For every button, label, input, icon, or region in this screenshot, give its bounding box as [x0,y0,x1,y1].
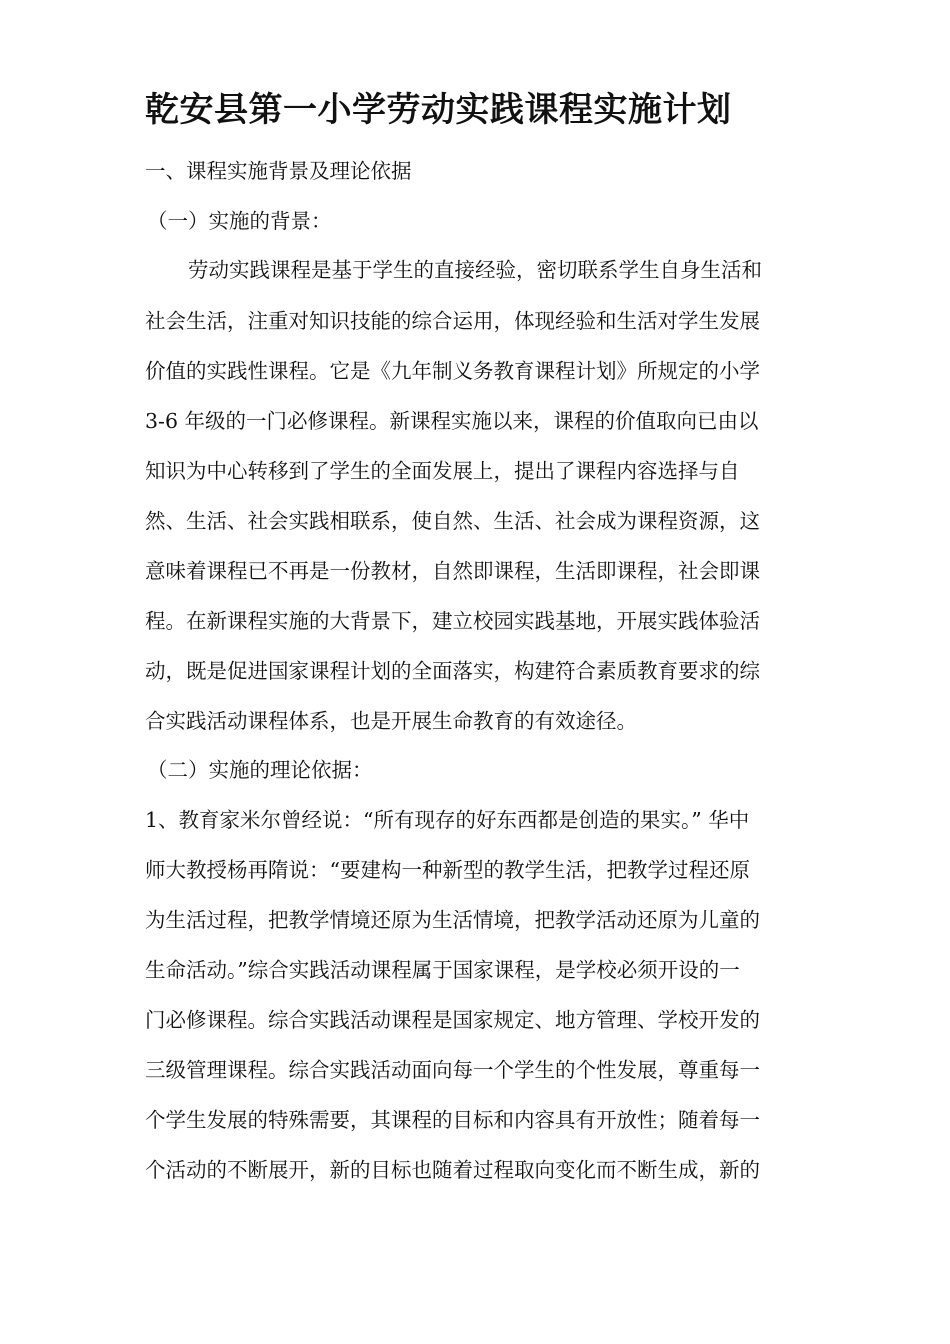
paragraph-line: 师大教授杨再隋说：“要建构一种新型的教学生活，把教学过程还原 [145,858,750,882]
subsection-heading: （一）实施的背景： [147,209,332,233]
document-title: 乾安县第一小学劳动实践课程实施计划 [145,90,732,130]
paragraph-line: 个活动的不断展开，新的目标也随着过程取向变化而不断生成，新的 [145,1158,760,1182]
paragraph-line: 合实践活动课程体系，也是开展生命教育的有效途径。 [145,709,637,733]
paragraph-line: 生命活动。”综合实践活动课程属于国家课程，是学校必须开设的一 [145,958,740,982]
paragraph-line: 3-6 年级的一门必修课程。新课程实施以来，课程的价值取向已由以 [145,409,759,433]
paragraph-line: 三级管理课程。综合实践活动面向每一个学生的个性发展，尊重每一 [145,1058,760,1082]
paragraph-line: 劳动实践课程是基于学生的直接经验，密切联系学生自身生活和 [188,258,762,282]
paragraph-line: 意味着课程已不再是一份教材，自然即课程，生活即课程，社会即课 [145,559,760,583]
section-heading: 一、课程实施背景及理论依据 [145,159,412,183]
paragraph-line: 然、生活、社会实践相联系，使自然、生活、社会成为课程资源，这 [145,509,760,533]
paragraph-line: 知识为中心转移到了学生的全面发展上，提出了课程内容选择与自 [145,459,740,483]
paragraph-line: 价值的实践性课程。它是《九年制义务教育课程计划》所规定的小学 [145,359,760,383]
paragraph-line: 程。在新课程实施的大背景下，建立校园实践基地，开展实践体验活 [145,609,760,633]
paragraph-line: 门必修课程。综合实践活动课程是国家规定、地方管理、学校开发的 [145,1008,760,1032]
paragraph-line: 1、教育家米尔曾经说：“所有现存的好东西都是创造的果实。” 华中 [145,808,750,832]
paragraph-line: 个学生发展的特殊需要，其课程的目标和内容具有开放性；随着每一 [145,1108,760,1132]
paragraph-line: 社会生活，注重对知识技能的综合运用，体现经验和生活对学生发展 [145,309,760,333]
paragraph-line: 为生活过程，把教学情境还原为生活情境，把教学活动还原为儿童的 [145,908,760,932]
paragraph-line: 动，既是促进国家课程计划的全面落实，构建符合素质教育要求的综 [145,659,760,683]
subsection-heading: （二）实施的理论依据： [147,758,373,782]
